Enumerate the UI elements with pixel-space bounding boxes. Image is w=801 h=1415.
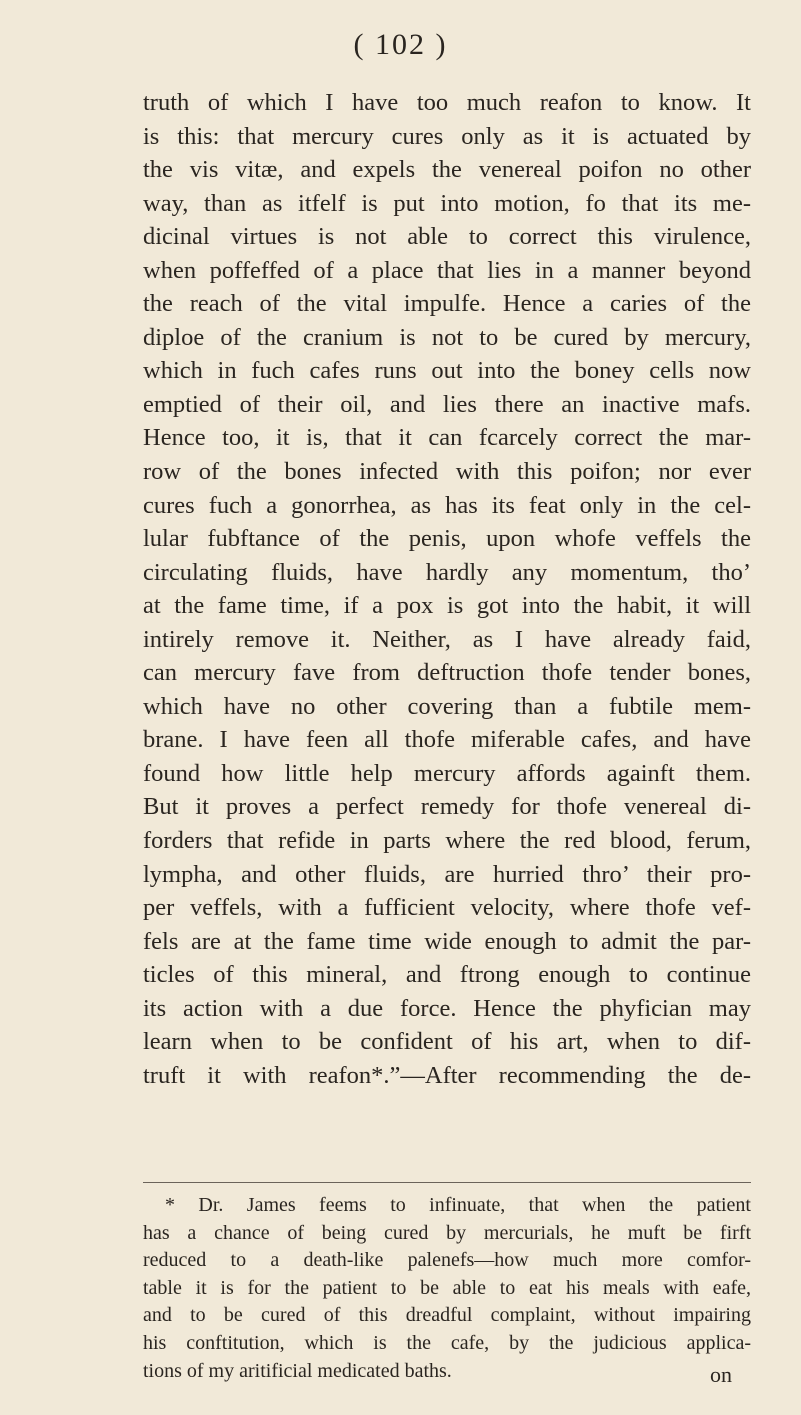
text-line: dicinal virtues is not able to correct this virulence, — [143, 223, 751, 251]
text-line: can mercury fave from deftruction thofe tender bones, — [143, 659, 751, 687]
footnote — [143, 1192, 751, 1385]
footnote-line: reduced to a death-like palenefs—how much more comfor- — [143, 1249, 751, 1272]
text-line: But it proves a perfect remedy for thofe venereal di- — [143, 793, 751, 821]
text-line: forders that refide in parts where the red blood, ferum, — [143, 827, 751, 855]
footnote-line: has a chance of being cured by mercurials, he muft be firft — [143, 1221, 751, 1244]
text-line: Hence too, it is, that it can fcarcely correct the mar- — [143, 424, 751, 452]
text-line: its action with a due force. Hence the phyfician may — [143, 994, 751, 1022]
text-line: which in fuch cafes runs out into the boney cells now — [143, 357, 751, 385]
footnote-line: his conftitution, which is the cafe, by the judicious applica- — [143, 1331, 751, 1354]
text-line: truft it with reafon*.”—After recommending the de- — [143, 1061, 751, 1089]
text-line: when poffeffed of a place that lies in a manner beyond — [143, 256, 751, 284]
text-line: cures fuch a gonorrhea, as has its feat only in the cel- — [143, 491, 751, 519]
text-line: is this: that mercury cures only as it is actuated by — [143, 122, 751, 150]
text-line: truth of which I have too much reafon to know. It — [143, 89, 751, 116]
page-number-header: ( 102 ) — [353, 28, 448, 61]
text-line: fels are at the fame time wide enough to admit the par- — [143, 927, 751, 955]
text-line: way, than as itfelf is put into motion, fo that its me- — [143, 189, 751, 217]
text-line: learn when to be confident of his art, when to dif- — [143, 1028, 751, 1056]
text-line: found how little help mercury affords againft them. — [143, 759, 751, 787]
footnote-line: * Dr. James feems to infinuate, that when the patient — [165, 1194, 751, 1216]
text-line: brane. I have feen all thofe miferable cafes, and have — [143, 726, 751, 754]
text-line: per veffels, with a fufficient velocity, where thofe vef- — [143, 894, 751, 922]
text-line: diploe of the cranium is not to be cured by mercury, — [143, 323, 751, 351]
text-line: the reach of the vital impulfe. Hence a caries of the — [143, 290, 751, 318]
text-line: row of the bones infected with this poifon; nor ever — [143, 458, 751, 486]
text-line: circulating fluids, have hardly any momentum, tho’ — [143, 558, 751, 586]
footnote-divider — [143, 1182, 751, 1183]
text-line: ticles of this mineral, and ftrong enough to continue — [143, 961, 751, 989]
main-text — [143, 86, 751, 1092]
text-line: at the fame time, if a pox is got into the habit, it will — [143, 592, 751, 620]
text-line: intirely remove it. Neither, as I have already faid, — [143, 625, 751, 653]
text-line: lympha, and other fluids, are hurried thro’ their pro- — [143, 860, 751, 888]
text-line: which have no other covering than a fubtile mem- — [143, 692, 751, 720]
text-line: the vis vitæ, and expels the venereal poifon no other — [143, 156, 751, 184]
footnote-line: and to be cured of this dreadful complaint, without impairing — [143, 1304, 751, 1327]
catchword: on — [710, 1362, 732, 1387]
footnote-line: table it is for the patient to be able to eat his meals with eafe, — [143, 1276, 751, 1299]
text-line: lular fubftance of the penis, upon whofe veffels the — [143, 525, 751, 553]
footnote-line: tions of my aritificial medicated baths. — [143, 1359, 452, 1382]
text-line: emptied of their oil, and lies there an inactive mafs. — [143, 390, 751, 418]
